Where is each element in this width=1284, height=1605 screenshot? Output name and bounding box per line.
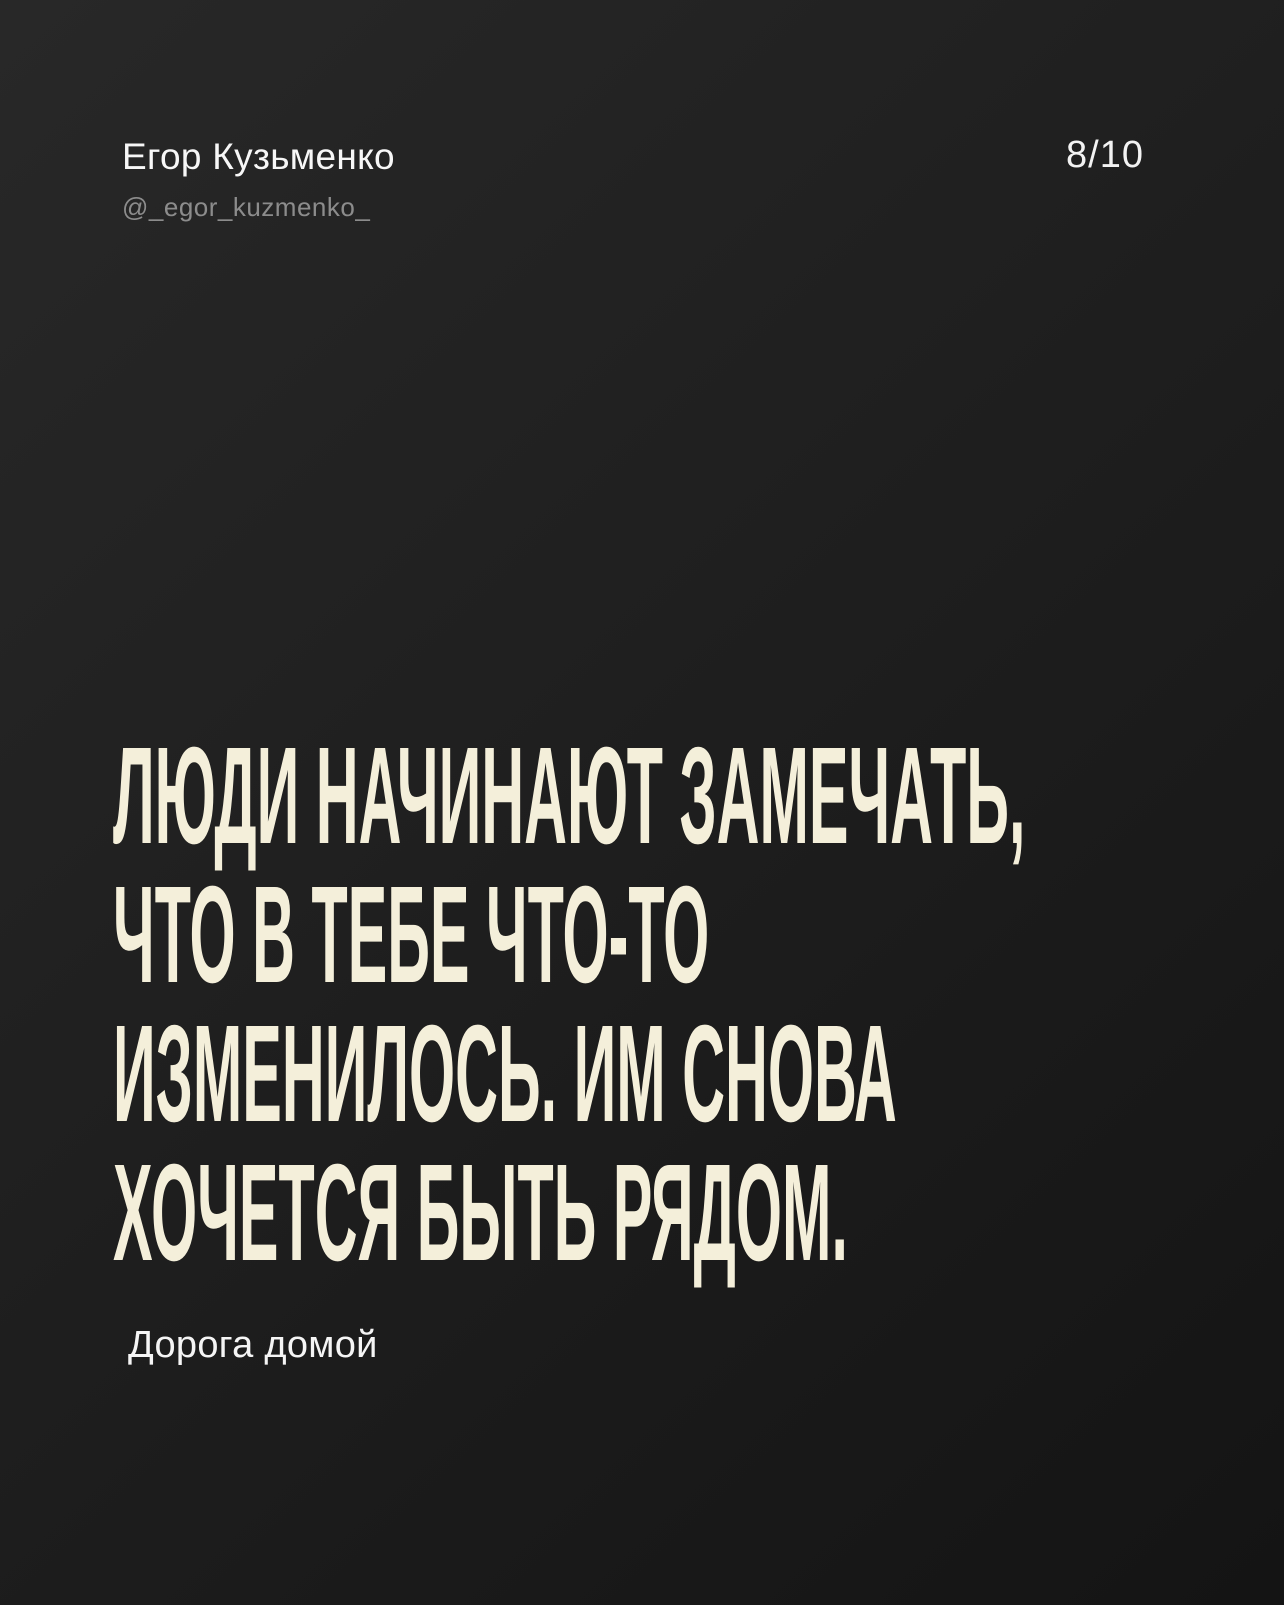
quote-text-block [113, 719, 1213, 1290]
header [122, 136, 1144, 223]
author-name: Егор Кузьменко [122, 136, 395, 177]
quote-line-1: ЛЮДИ НАЧИНАЮТ ЗАМЕЧАТЬ, [113, 719, 1026, 873]
source-title: Дорога домой [128, 1324, 378, 1366]
quote-line-4: ХОЧЕТСЯ БЫТЬ РЯДОМ. [113, 1136, 848, 1290]
page-counter: 8/10 [1066, 134, 1144, 176]
author-handle: @_egor_kuzmenko_ [122, 192, 371, 222]
quote-line-3: ИЗМЕНИЛОСЬ. ИМ СНОВА [113, 997, 897, 1151]
author-block [122, 136, 395, 223]
quote-line-2: ЧТО В ТЕБЕ ЧТО-ТО [113, 858, 710, 1012]
